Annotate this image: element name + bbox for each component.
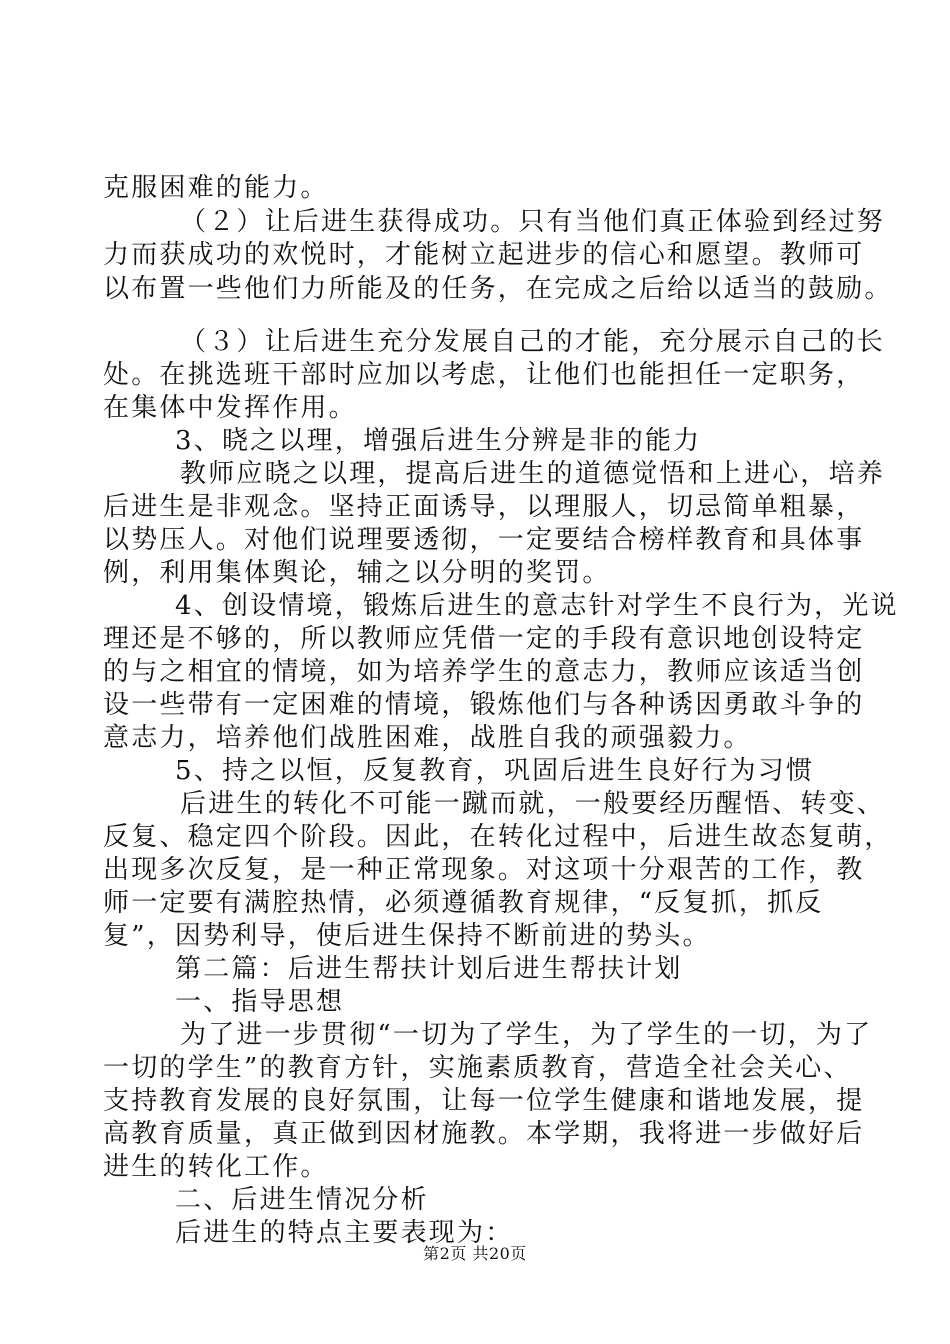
text-line: 的与之相宜的情境，如为培养学生的意志力，教师应该适当创 (103, 657, 865, 687)
text-line: 后进生是非观念。坚持正面诱导，以理服人，切忌简单粗暴， (103, 492, 865, 522)
text-line: 后进生的转化不可能一蹴而就，一般要经历醒悟、转变、 (180, 789, 886, 819)
text-line: 出现多次反复，是一种正常现象。对这项十分艰苦的工作，教 (103, 855, 865, 885)
section-heading: 二、后进生情况分析 (175, 1185, 429, 1215)
section-heading: 3、晓之以理，增强后进生分辨是非的能力 (175, 426, 702, 456)
section-heading: 5、持之以恒，反复教育，巩固后进生良好行为习惯 (175, 756, 815, 786)
text-line: 反复、稳定四个阶段。因此，在转化过程中，后进生故态复萌， (103, 822, 893, 852)
text-line: 支持教育发展的良好氛围，让每一位学生健康和谐地发展，提 (103, 1086, 865, 1116)
chapter-heading: 第二篇：后进生帮扶计划后进生帮扶计划 (175, 954, 683, 984)
section-heading: 4、创设情境，锻炼后进生的意志针对学生不良行为，光说 (175, 591, 899, 621)
text-line: （３）让后进生充分发展自己的才能，充分展示自己的长 (180, 327, 886, 357)
text-line: 以布置一些他们力所能及的任务，在完成之后给以适当的鼓励。 (103, 274, 893, 304)
text-line: 教师应晓之以理，提高后进生的道德觉悟和上进心，培养 (180, 459, 886, 489)
text-line: 后进生的特点主要表现为： (175, 1218, 514, 1248)
text-line: 意志力，培养他们战胜困难，战胜自我的顽强毅力。 (103, 723, 752, 753)
text-line: 理还是不够的，所以教师应凭借一定的手段有意识地创设特定 (103, 624, 865, 654)
text-line: （２）让后进生获得成功。只有当他们真正体验到经过努 (180, 207, 886, 237)
text-line: 克服困难的能力。 (103, 173, 329, 203)
section-heading: 一、指导思想 (175, 987, 345, 1017)
text-line: 高教育质量，真正做到因材施教。本学期，我将进一步做好后 (103, 1119, 865, 1149)
text-line: 一切的学生”的教育方针，实施素质教育，营造全社会关心、 (103, 1053, 852, 1083)
text-line: 处。在挑选班干部时应加以考虑，让他们也能担任一定职务， (103, 360, 865, 390)
text-line: 复”，因势利导，使后进生保持不断前进的势头。 (103, 921, 711, 951)
text-line: 设一些带有一定困难的情境，锻炼他们与各种诱因勇敢斗争的 (103, 690, 865, 720)
text-line: 以势压人。对他们说理要透彻，一定要结合榜样教育和具体事 (103, 525, 865, 555)
text-line: 力而获成功的欢悦时，才能树立起进步的信心和愿望。教师可 (103, 240, 865, 270)
text-line: 在集体中发挥作用。 (103, 393, 357, 423)
text-line: 师一定要有满腔热情，必须遵循教育规律，“反复抓，抓反 (103, 888, 824, 918)
text-line: 进生的转化工作。 (103, 1152, 329, 1182)
page-number-footer: 第2页 共20页 (423, 1244, 527, 1263)
text-line: 例，利用集体舆论，辅之以分明的奖罚。 (103, 558, 611, 588)
text-line: 为了进一步贯彻“一切为了学生，为了学生的一切，为了 (180, 1020, 873, 1050)
